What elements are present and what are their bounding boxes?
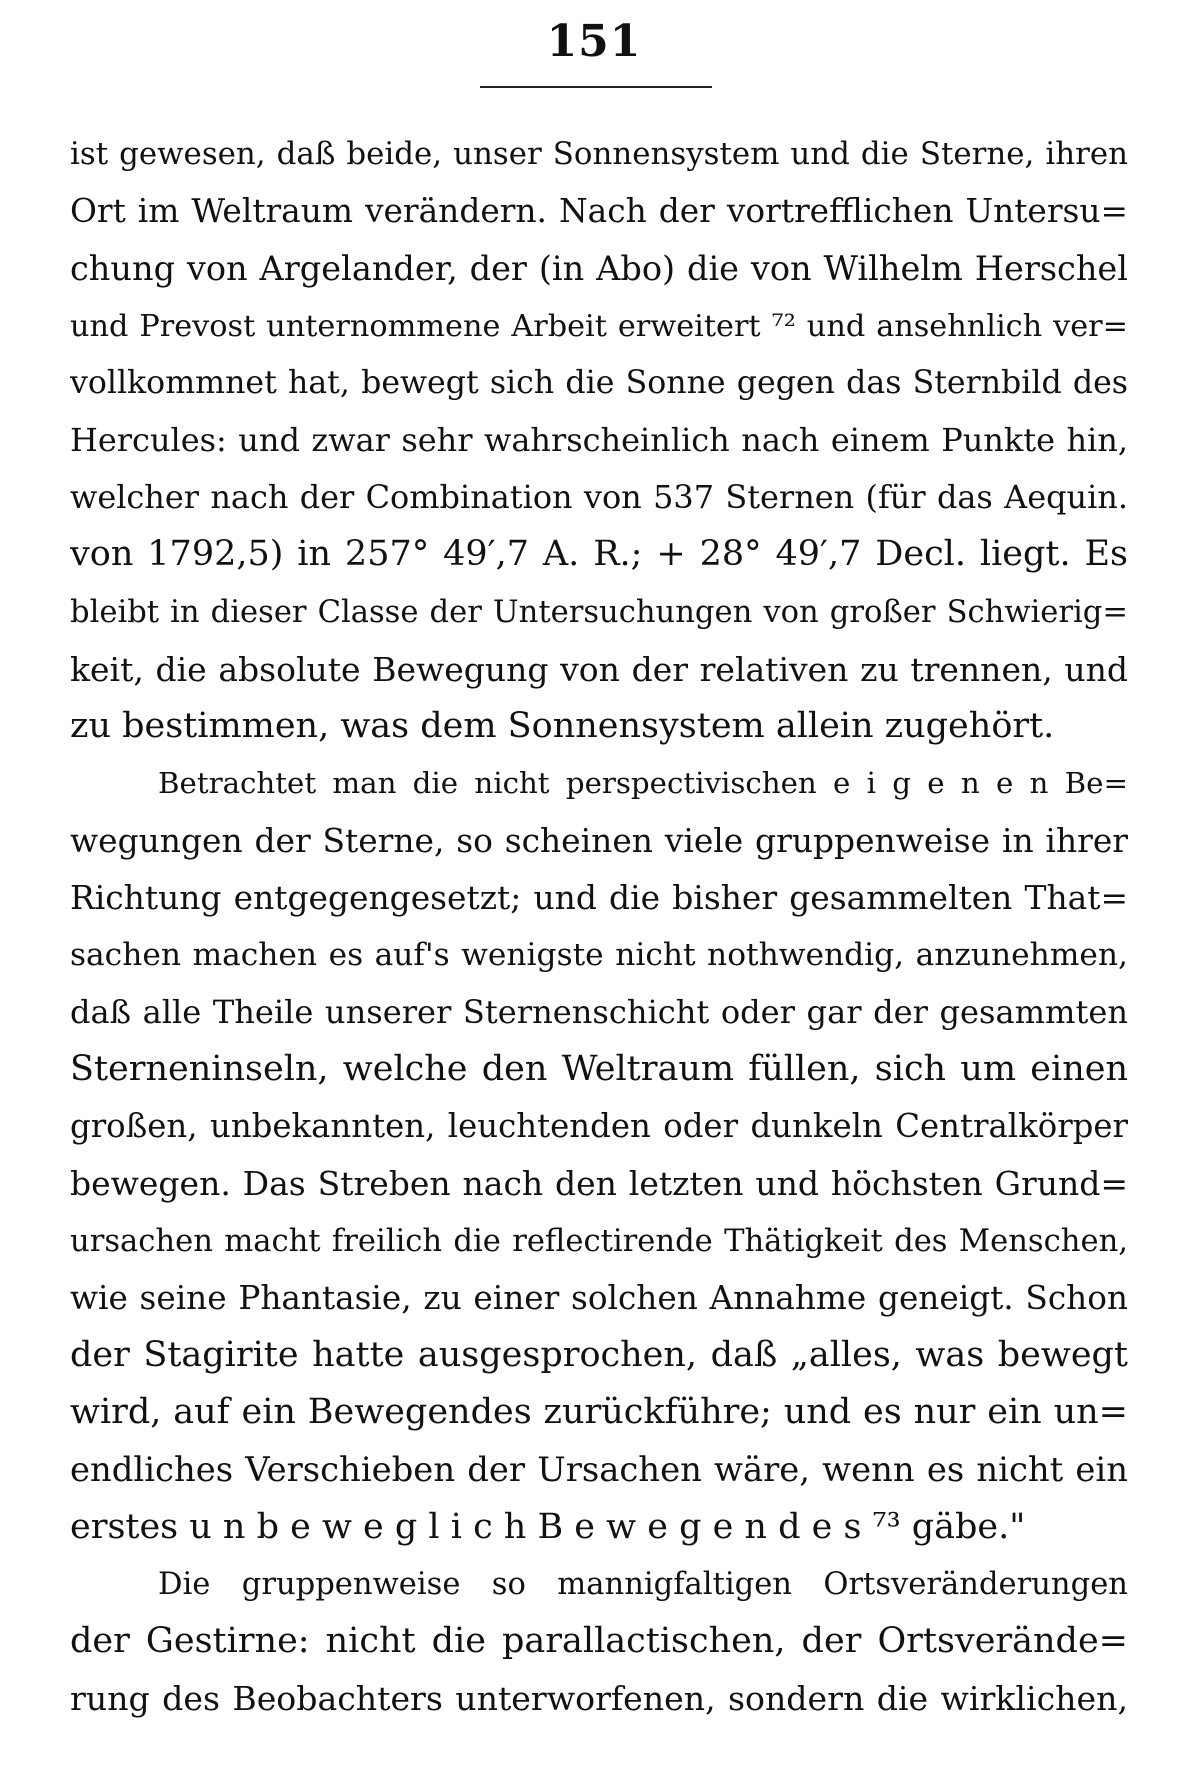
body-text (70, 126, 1128, 1727)
text-line: welcher nach der Combination von 537 Sternen (für das Aequin. (70, 478, 1128, 517)
text-line: erstes u n b e w e g l i c h B e w e g e n d e s ⁷³ gäbe." (70, 1506, 1026, 1547)
text-line: keit, die absolute Bewegung von der relativen zu trennen, und (70, 649, 1128, 689)
text-line: sachen machen es auf's wenigste nicht nothwendig, anzunehmen, (70, 936, 1128, 973)
text-line: bleibt in dieser Classe der Untersuchungen von großer Schwierig= (70, 594, 1128, 630)
text-line: von 1792,5) in 257° 49′,7 A. R.; + 28° 49′,7 Decl. liegt. Es (70, 534, 1128, 575)
text-line: der Gestirne: nicht die parallactischen, der Ortsverände= (70, 1620, 1128, 1661)
text-line: bewegen. Das Streben nach den letzten und höchsten Grund= (70, 1164, 1128, 1204)
text-line: großen, unbekannten, leuchtenden oder dunkeln Centralkörper (70, 1107, 1128, 1146)
text-line: wegungen der Sterne, so scheinen viele gruppenweise in ihrer (70, 821, 1128, 861)
text-line: rung des Beobachters unterworfenen, sondern die wirklichen, (70, 1679, 1128, 1719)
text-line: endliches Verschieben der Ursachen wäre, wenn es nicht ein (70, 1450, 1128, 1490)
text-line: und Prevost unternommene Arbeit erweitert ⁷² und ansehnlich ver= (70, 308, 1128, 344)
text-line: ist gewesen, daß beide, unser Sonnensystem und die Sterne, ihren (70, 136, 1128, 172)
text-line: wie seine Phantasie, zu einer solchen Annahme geneigt. Schon (70, 1278, 1128, 1317)
text-line: Ort im Weltraum verändern. Nach der vortrefflichen Untersu= (70, 192, 1128, 231)
text-line: daß alle Theile unserer Sternenschicht oder gar der gesammten (70, 992, 1128, 1031)
text-line: chung von Argelander, der (in Abo) die von Wilhelm Herschel (70, 249, 1128, 289)
paragraph (70, 755, 1128, 1556)
text-line: wird, auf ein Bewegendes zurückführe; und es nur ein un= (70, 1392, 1128, 1433)
text-line: der Stagirite hatte ausgesprochen, daß „alles, was bewegt (70, 1334, 1128, 1375)
page-number: 151 (546, 16, 642, 67)
text-line: ursachen macht freilich die reflectirende Thätigkeit des Menschen, (70, 1223, 1128, 1259)
text-line: Hercules: und zwar sehr wahrscheinlich nach einem Punkte hin, (70, 420, 1128, 459)
paragraph (70, 1556, 1128, 1728)
text-line: zu bestimmen, was dem Sonnensystem allein zugehört. (70, 705, 1055, 746)
text-line: vollkommnet hat, bewegt sich die Sonne gegen das Sternbild des (70, 364, 1128, 401)
text-line: Die gruppenweise so mannigfaltigen Ortsveränderungen (158, 1566, 1128, 1602)
paragraph (70, 126, 1128, 755)
text-line: Richtung entgegengesetzt; und die bisher gesammelten That= (70, 878, 1128, 918)
text-line: Betrachtet man die nicht perspectivischen e i g e n e n Be= (158, 766, 1128, 801)
text-line: Sterneninseln, welche den Weltraum füllen, sich um einen (70, 1049, 1128, 1089)
header-rule (480, 86, 712, 88)
